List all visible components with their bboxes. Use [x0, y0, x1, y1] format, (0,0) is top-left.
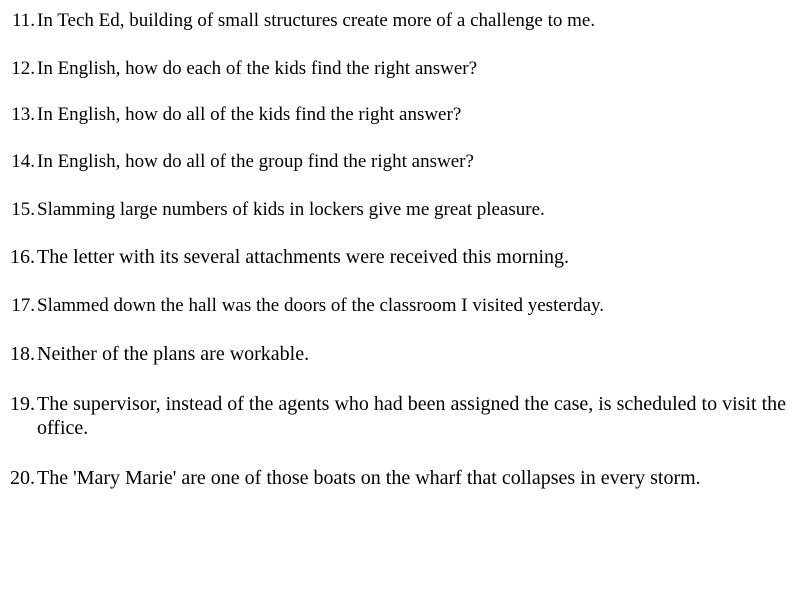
list-item: [0, 466, 800, 490]
item-number: 16 .: [0, 245, 37, 269]
list-item: [0, 150, 800, 174]
list-item: [0, 198, 800, 222]
item-number: 13 .: [0, 103, 37, 127]
item-number: 14 .: [0, 150, 37, 174]
item-number: 12 .: [0, 57, 37, 81]
list-item: [0, 57, 800, 81]
item-text: In English, how do all of the kids find the right answer?: [37, 104, 462, 125]
item-text: The 'Mary Marie' are one of those boats on the wharf that collapses in every storm.: [37, 467, 701, 489]
list-item: [0, 294, 800, 318]
item-number: 18 .: [0, 342, 37, 366]
item-number: 15 .: [0, 198, 37, 222]
list-item: [0, 103, 800, 127]
item-text: Slammed down the hall was the doors of the classroom I visited yesterday.: [37, 295, 605, 316]
item-number: 20 .: [0, 466, 37, 490]
item-number: 11 .: [0, 9, 37, 33]
item-text: The letter with its several attachments were received this morning.: [37, 246, 570, 268]
item-number: 19 .: [0, 392, 37, 416]
item-text: In English, how do each of the kids find the right answer?: [37, 58, 478, 79]
item-text: In Tech Ed, building of small structures create more of a challenge to me.: [37, 10, 596, 31]
item-text: The supervisor, instead of the agents who had been assigned the case, is scheduled to visit the office.: [37, 393, 787, 439]
item-text: In English, how do all of the group find the right answer?: [37, 151, 474, 172]
list-item: [0, 392, 800, 440]
list-item: [0, 245, 800, 269]
list-item: [0, 9, 800, 33]
item-text: Slamming large numbers of kids in lockers give me great pleasure.: [37, 199, 545, 220]
list-item: [0, 342, 800, 366]
item-text: Neither of the plans are workable.: [37, 343, 310, 365]
item-number: 17 .: [0, 294, 37, 318]
